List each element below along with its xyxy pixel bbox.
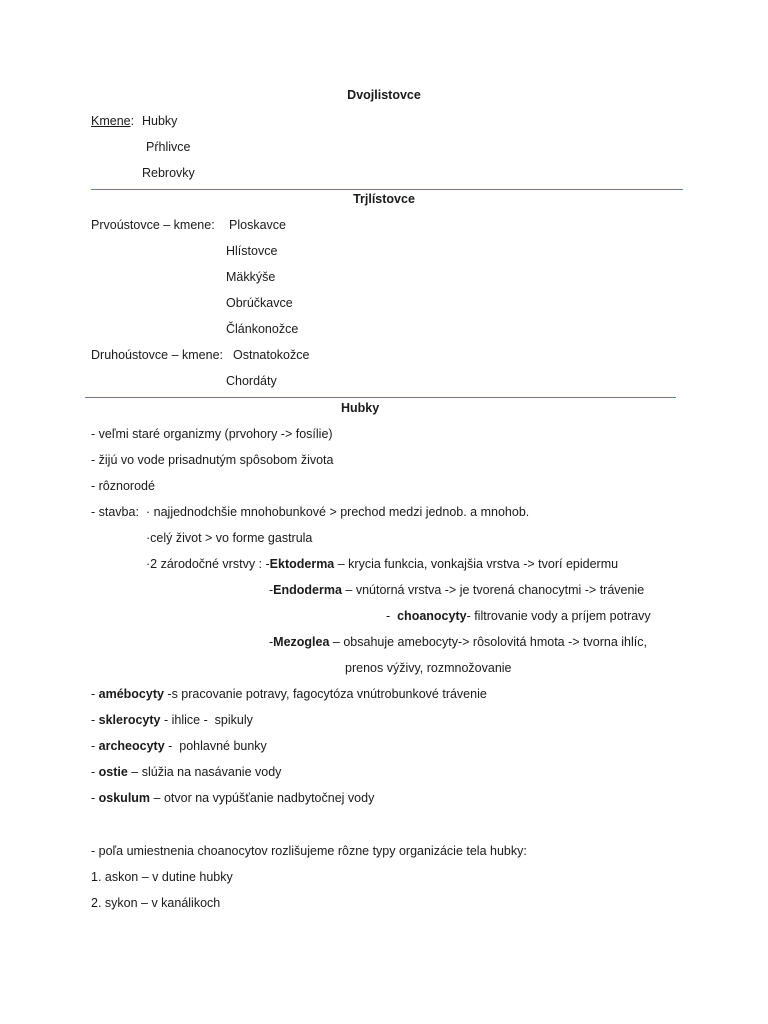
section-title-hubky: Hubky bbox=[341, 401, 380, 415]
divider-1 bbox=[91, 189, 683, 190]
cell-desc-oskulum: – otvor na vypúšťanie nadbytočnej vody bbox=[150, 791, 375, 805]
prvo-item-hlistovce: Hlístovce bbox=[226, 244, 278, 258]
cell-ostie bbox=[91, 764, 281, 780]
cell-desc-sklerocyty: - ihlice - spikuly bbox=[160, 713, 253, 727]
bullet-velmi-stare: - veľmi staré organizmy (prvohory -> fosílie) bbox=[91, 427, 333, 441]
endoderma-desc: – vnútorná vrstva -> je tvorená chanocytmi -> trávenie bbox=[341, 583, 645, 597]
organization-intro: - poľa umiestnenia choanocytov rozlišujeme rôzne typy organizácie tela hubky: bbox=[91, 844, 527, 858]
choanocyty-desc: - filtrovanie vody a príjem potravy bbox=[466, 609, 651, 623]
kmene-item-rebrovky: Rebrovky bbox=[142, 166, 195, 180]
kmene-row bbox=[91, 113, 134, 129]
section-title-dvojlistovce: Dvojlistovce bbox=[347, 88, 421, 102]
stavba-line-mezoglea bbox=[269, 634, 647, 650]
stavba-line-1: · najjednodchšie mnohobunkové > prechod medzi jednob. a mnohob. bbox=[146, 505, 530, 519]
druho-item-chordaty: Chordáty bbox=[226, 374, 277, 388]
cell-prefix: - bbox=[91, 713, 99, 727]
kmene-item-hubky: Hubky bbox=[142, 114, 178, 128]
prvo-item-makkyse: Mäkkýše bbox=[226, 270, 276, 284]
cell-prefix: - bbox=[91, 791, 99, 805]
stavba-label: - stavba: bbox=[91, 505, 139, 519]
choanocyty-prefix: - bbox=[386, 609, 398, 623]
kmene-colon: : bbox=[130, 114, 135, 128]
type-sykon: 2. sykon – v kanálikoch bbox=[91, 896, 221, 910]
stavba-line-2: ·celý život > vo forme gastrula bbox=[146, 531, 313, 545]
cell-amebocyty bbox=[91, 686, 487, 702]
ektoderma-term: Ektoderma bbox=[269, 557, 335, 571]
stavba-line-choanocyty bbox=[386, 608, 651, 624]
section-title-trjlistovce: Trjlístovce bbox=[353, 192, 415, 206]
endoderma-term: Endoderma bbox=[273, 583, 342, 597]
kmene-item-prhlivce: Pŕhlivce bbox=[146, 140, 191, 154]
prvo-item-ploskavce: Ploskavce bbox=[229, 218, 286, 232]
druhoustovce-label: Druhoústovce – kmene: bbox=[91, 348, 224, 362]
mezoglea-continuation: prenos výživy, rozmnožovanie bbox=[345, 661, 512, 675]
stavba-3-prefix: ·2 zárodočné vrstvy : - bbox=[146, 557, 270, 571]
ektoderma-desc: – krycia funkcia, vonkajšia vrstva -> tvorí epidermu bbox=[334, 557, 619, 571]
cell-term-archeocyty: archeocyty bbox=[98, 739, 165, 753]
cell-archeocyty bbox=[91, 738, 267, 754]
type-askon: 1. askon – v dutine hubky bbox=[91, 870, 233, 884]
bullet-roznorode: - rôznorodé bbox=[91, 479, 155, 493]
mezoglea-prefix: - bbox=[269, 635, 274, 649]
cell-desc-archeocyty: - pohlavné bunky bbox=[164, 739, 267, 753]
mezoglea-desc: – obsahuje amebocyty-> rôsolovitá hmota -> tvorna ihlíc, bbox=[329, 635, 647, 649]
cell-term-sklerocyty: sklerocyty bbox=[98, 713, 161, 727]
stavba-line-ektoderma bbox=[146, 556, 618, 572]
cell-prefix: - bbox=[91, 739, 99, 753]
prvo-item-obruckavce: Obrúčkavce bbox=[226, 296, 293, 310]
choanocyty-term: choanocyty bbox=[397, 609, 467, 623]
cell-prefix: - bbox=[91, 765, 99, 779]
endoderma-prefix: - bbox=[269, 583, 274, 597]
cell-sklerocyty bbox=[91, 712, 253, 728]
cell-desc-ostie: – slúžia na nasávanie vody bbox=[127, 765, 282, 779]
divider-2 bbox=[85, 397, 676, 398]
prvoustovce-label: Prvoústovce – kmene: bbox=[91, 218, 215, 232]
kmene-label: Kmene bbox=[91, 114, 131, 128]
cell-term-amebocyty: amébocyty bbox=[98, 687, 164, 701]
cell-term-ostie: ostie bbox=[98, 765, 128, 779]
bullet-ziju-vo-vode: - žijú vo vode prisadnutým spôsobom života bbox=[91, 453, 334, 467]
stavba-line-endoderma bbox=[269, 582, 644, 598]
cell-prefix: - bbox=[91, 687, 99, 701]
cell-term-oskulum: oskulum bbox=[98, 791, 151, 805]
mezoglea-term: Mezoglea bbox=[273, 635, 330, 649]
druho-item-ostnatokozce: Ostnatokožce bbox=[233, 348, 310, 362]
prvo-item-clankonozce: Článkonožce bbox=[226, 322, 299, 336]
cell-desc-amebocyty: -s pracovanie potravy, fagocytóza vnútrobunkové trávenie bbox=[163, 687, 487, 701]
cell-oskulum bbox=[91, 790, 374, 806]
